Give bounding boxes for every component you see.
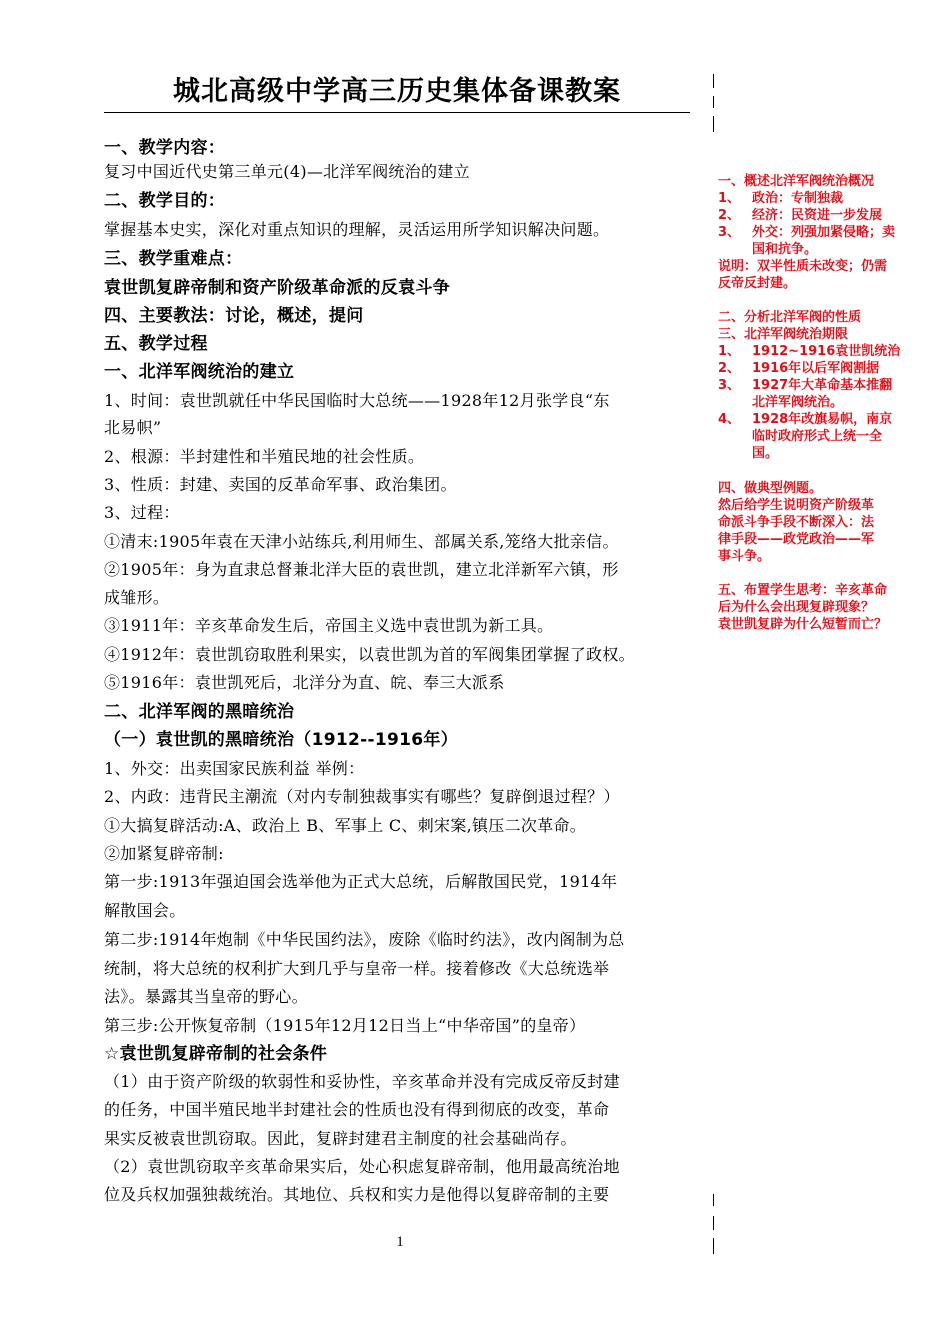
note-number: 2、 <box>718 208 741 223</box>
note-line <box>752 241 817 258</box>
body-line: ⑤1916年：袁世凯死后，北洋分为直、皖、奉三大派系 <box>104 673 505 692</box>
body-line: 2、根源：半封建性和半殖民地的社会性质。 <box>104 447 425 466</box>
margin-mark <box>713 116 714 132</box>
note-line <box>752 428 882 445</box>
section-heading: 三、教学重难点： <box>104 249 243 269</box>
note-text: 一、概述北洋军阀统治概况 <box>718 174 875 189</box>
body-line: 第三步:公开恢复帝制（1915年12月12日当上“中华帝国”的皇帝） <box>104 1016 586 1035</box>
body-line: 3、性质：封建、卖国的反革命军事、政治集团。 <box>104 475 457 494</box>
body-line: 1、外交：出卖国家民族利益 举例： <box>104 759 365 778</box>
margin-mark <box>713 96 714 108</box>
note-line <box>718 173 874 190</box>
note-text: 袁世凯复辟为什么短暂而亡？ <box>718 617 888 632</box>
note-line <box>718 497 874 514</box>
note-text: 1927年大革命基本推翻 <box>752 378 893 393</box>
margin-mark <box>713 1238 714 1254</box>
note-text: 临时政府形式上统一全 <box>752 429 883 444</box>
note-line <box>718 411 892 428</box>
note-text: 命派斗争手段不断深入：法 <box>718 515 875 530</box>
section-heading: 二、北洋军阀的黑暗统治 <box>104 702 295 722</box>
body-line: （2）袁世凯窃取辛亥革命果实后，处心积虑复辟帝制，他用最高统治地 <box>104 1157 620 1176</box>
body-line: （1）由于资产阶级的软弱性和妥协性，辛亥革命并没有完成反帝反封建 <box>104 1072 620 1091</box>
body-line: 成雏形。 <box>104 588 170 607</box>
note-text: 国和抗争。 <box>752 242 818 257</box>
body-line: ①大搞复辟活动:A、政治上 B、军事上 C、刺宋案,镇压二次革命。 <box>104 816 587 835</box>
body-line: 的任务，中国半殖民地半封建社会的性质也没有得到彻底的改变，革命 <box>104 1100 610 1119</box>
note-line <box>752 445 778 462</box>
body-line: 1、时间：袁世凯就任中华民国临时大总统——1928年12月张学良“东 <box>104 391 610 410</box>
note-text: 1912~1916袁世凯统治 <box>752 344 901 359</box>
note-text: 说明：双半性质未改变；仍需 <box>718 259 888 274</box>
page-title: 城北高级中学高三历史集体备课教案 <box>104 74 690 113</box>
note-text: 二、分析北洋军阀的性质 <box>718 310 862 325</box>
note-line <box>718 548 770 565</box>
note-text: 然后给学生说明资产阶级革 <box>718 498 875 513</box>
section-heading: 袁世凯复辟帝制和资产阶级革命派的反袁斗争 <box>104 278 450 298</box>
body-line: 解散国会。 <box>104 901 186 920</box>
note-line <box>718 360 879 377</box>
note-line <box>718 326 848 343</box>
note-number: 1、 <box>718 191 741 206</box>
note-line <box>718 582 887 599</box>
body-line: 掌握基本史实，深化对重点知识的理解，灵活运用所学知识解决问题。 <box>104 220 610 239</box>
note-text: 三、北洋军阀统治期限 <box>718 327 849 342</box>
body-line: ④1912年：袁世凯窃取胜利果实，以袁世凯为首的军阀集团掌握了政权。 <box>104 645 635 664</box>
note-text: 1916年以后军阀割据 <box>752 361 880 376</box>
note-text: 事斗争。 <box>718 549 771 564</box>
note-text: 1928年改旗易帜，南京 <box>752 412 893 427</box>
note-line <box>718 377 892 394</box>
note-line <box>718 480 822 497</box>
body-line: 位及兵权加强独裁统治。其地位、兵权和实力是他得以复辟帝制的主要 <box>104 1185 610 1204</box>
note-line <box>718 207 882 224</box>
note-text: 五、布置学生思考：辛亥革命 <box>718 583 888 598</box>
note-number: 3、 <box>718 378 741 393</box>
body-line: 2、内政：违背民主潮流（对内专制独裁事实有哪些？复辟倒退过程？） <box>104 787 620 806</box>
body-line: 法》。暴露其当皇帝的野心。 <box>104 987 308 1006</box>
body-line: 果实反被袁世凯窃取。因此，复辟封建君主制度的社会基础尚存。 <box>104 1129 577 1148</box>
note-line <box>718 309 861 326</box>
section-heading: 一、教学内容： <box>104 138 226 158</box>
note-number: 1、 <box>718 344 741 359</box>
note-line <box>718 531 874 548</box>
note-line <box>718 343 900 360</box>
section-heading: 一、北洋军阀统治的建立 <box>104 362 295 382</box>
note-line <box>718 514 874 531</box>
section-heading: 五、教学过程 <box>104 334 208 354</box>
section-heading: 二、教学目的： <box>104 191 226 211</box>
section-heading: 四、主要教法：讨论，概述，提问 <box>104 306 364 326</box>
note-text: 后为什么会出现复辟现象？ <box>718 600 875 615</box>
body-line: ①清末:1905年袁在天津小站练兵,利用师生、部属关系,笼络大批亲信。 <box>104 532 619 551</box>
note-line <box>718 599 874 616</box>
note-line <box>752 394 843 411</box>
note-line <box>718 275 796 292</box>
note-text: 外交：列强加紧侵略；卖 <box>752 225 896 240</box>
note-line <box>718 190 843 207</box>
note-line <box>718 224 895 241</box>
margin-mark <box>713 1194 714 1206</box>
note-text: 反帝反封建。 <box>718 276 797 291</box>
note-text: 北洋军阀统治。 <box>752 395 844 410</box>
margin-mark <box>713 74 714 88</box>
note-text: 经济：民资进一步发展 <box>752 208 883 223</box>
body-line: 统制，将大总统的权利扩大到几乎与皇帝一样。接着修改《大总统选举 <box>104 959 610 978</box>
page-number: 1 <box>396 1234 404 1250</box>
note-line <box>718 616 887 633</box>
note-line <box>718 258 887 275</box>
margin-mark <box>713 1216 714 1230</box>
note-text: 律手段——政党政治——军 <box>718 532 875 547</box>
note-number: 2、 <box>718 361 741 376</box>
body-line: 第一步:1913年强迫国会选举他为正式大总统，后解散国民党，1914年 <box>104 872 618 891</box>
body-line: ②加紧复辟帝制: <box>104 844 224 863</box>
note-text: 政治：专制独裁 <box>752 191 844 206</box>
body-line: ②1905年：身为直隶总督兼北洋大臣的袁世凯，建立北洋新军六镇，形 <box>104 560 619 579</box>
section-heading: ☆袁世凯复辟帝制的社会条件 <box>104 1044 328 1064</box>
body-line: 北易帜” <box>104 418 162 437</box>
body-line: ③1911年：辛亥革命发生后，帝国主义选中袁世凯为新工具。 <box>104 616 554 635</box>
note-text: 国。 <box>752 446 779 461</box>
body-line: 复习中国近代史第三单元(4)—北洋军阀统治的建立 <box>104 162 470 181</box>
body-line: 3、过程： <box>104 503 180 522</box>
note-text: 四、做典型例题。 <box>718 481 823 496</box>
note-number: 3、 <box>718 225 741 240</box>
note-number: 4、 <box>718 412 741 427</box>
body-line: 第二步:1914年炮制《中华民国约法》，废除《临时约法》，改内阁制为总 <box>104 930 625 949</box>
section-heading: （一）袁世凯的黑暗统治（1912--1916年） <box>104 730 458 750</box>
